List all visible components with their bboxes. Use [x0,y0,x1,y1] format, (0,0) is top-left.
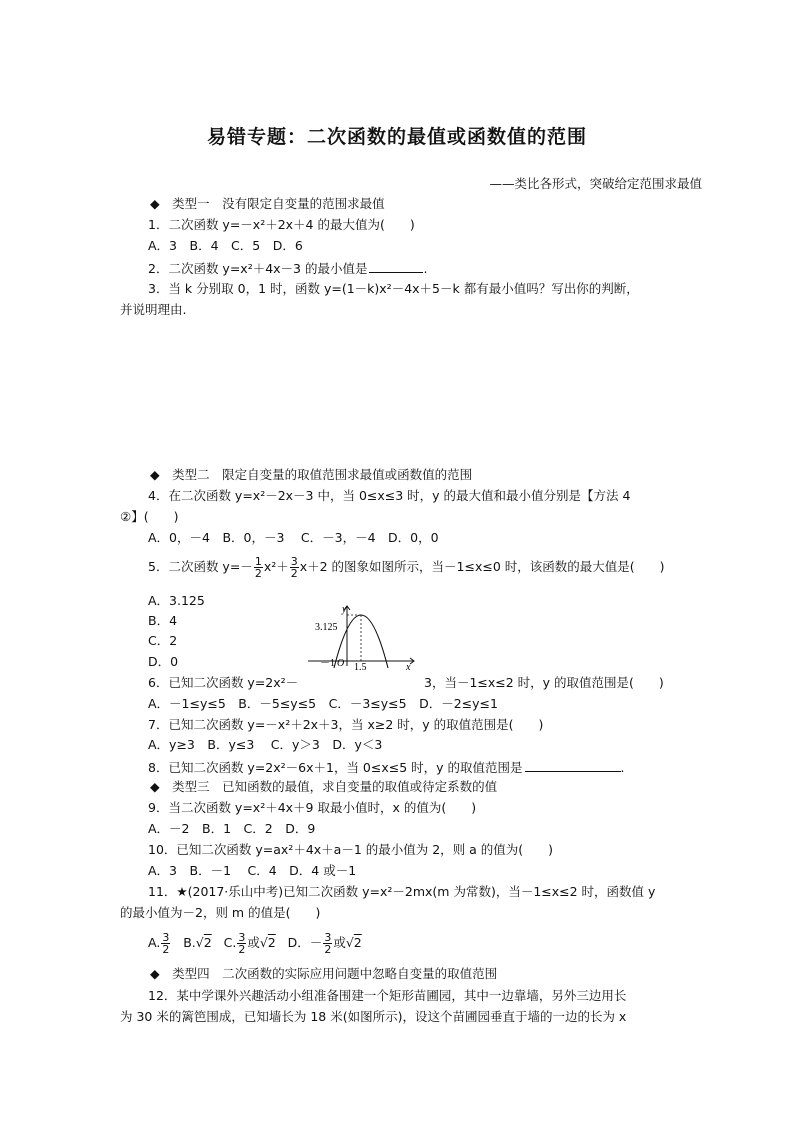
q11-d-den: 2 [324,943,332,956]
q9-options: A．－2 B．1 C．2 D．9 [148,821,316,836]
q11-b-prefix: B.√ [183,935,204,950]
q5-option-c: C．2 [148,633,178,648]
q5-option-a: A．3.125 [148,593,205,608]
graph-peak-label: 3.125 [315,622,338,633]
q4-options: A．0，－4 B．0，－3 C．－3，－4 D．0，0 [148,530,439,545]
q11-opt-b [183,935,211,950]
q6-text-b: 3，当－1≤x≤2 时，y 的取值范围是( ) [424,675,664,690]
q1-options: A．3 B．4 C．5 D．6 [148,238,303,253]
q11-a-prefix: A. [148,935,161,950]
q5-frac1-num: 1 [254,555,262,568]
q11-a-den: 2 [162,943,170,956]
q11-d-radicand: 2 [353,935,362,950]
q10-options: A．3 B．－1 C．4 D．4 或－1 [148,863,357,878]
q8-text [148,758,625,776]
q5-option-d: D．0 [148,654,179,669]
graph-vertex-x-label: 1.5 [354,662,367,672]
q7-text: 7．已知二次函数 y=－x²＋2x＋3，当 x≥2 时，y 的取值范围是( ) [148,717,544,732]
q11-d-frac [323,932,332,955]
q8-answer-blank[interactable] [525,758,621,772]
q2-text [148,259,427,277]
q11-d-num: 3 [324,931,332,944]
q5-parabola-graph [306,600,418,672]
graph-x-label: x [406,662,411,672]
type1-heading: ◆ 类型一 没有限定自变量的范围求最值 [150,196,385,211]
q5-frac2-num: 3 [290,555,298,568]
q5-frac2-den: 2 [290,567,298,580]
q5-option-b: B．4 [148,613,178,628]
q6-options: A．－1≤y≤5 B．－5≤y≤5 C．－3≤y≤5 D．－2≤y≤1 [148,696,498,711]
q11-c-den: 2 [238,943,246,956]
q4-line1: 4．在二次函数 y=x²－2x－3 中，当 0≤x≤3 时，y 的最大值和最小值分别是【方法 4 [148,488,631,503]
q11-c-mid: 或√ [247,935,268,950]
type2-heading: ◆ 类型二 限定自变量的取值范围求最值或函数值的范围 [150,467,473,482]
q2-answer-blank[interactable] [369,259,423,273]
q5-frac1-den: 2 [254,567,262,580]
q8-end: . [620,760,625,775]
q5-frac2 [290,556,299,579]
q2-end: . [423,261,428,276]
q11-opt-a [148,931,171,956]
q7-options: A．y≥3 B．y≤3 C．y＞3 D．y＜3 [148,737,383,752]
q12-line2: 为 30 米的篱笆围成，已知墙长为 18 米(如图所示)，设这个苗圃园垂直于墙的一边的长为 x [120,1009,627,1024]
graph-neg-label: －1 [320,658,335,669]
q6-text-a: 6．已知二次函数 y=2x²－ [148,675,299,690]
q12-line1: 12．某中学课外兴趣活动小组准备围建一个矩形苗圃园，其中一边靠墙，另外三边用长 [148,988,627,1003]
q8-stem: 8．已知二次函数 y=2x²－6x＋1，当 0≤x≤5 时，y 的取值范围是 [148,760,523,775]
q5-frac1 [254,556,263,579]
q5-pre: 5．二次函数 y=－ [148,559,253,574]
q5-mid: x²＋ [263,559,289,574]
q11-opt-d [287,931,362,956]
q11-a-frac [161,932,170,955]
subtitle: ——类比各形式，突破给定范围求最值 [489,176,702,191]
page-title: 易错专题：二次函数的最值或函数值的范围 [206,126,587,148]
q11-b-radicand: 2 [203,935,212,950]
q2-stem: 2．二次函数 y=x²＋4x－3 的最小值是 [148,261,368,276]
graph-origin-label: O [337,658,345,669]
type4-heading: ◆ 类型四 二次函数的实际应用问题中忽略自变量的取值范围 [150,966,498,981]
type3-heading: ◆ 类型三 已知函数的最值，求自变量的取值或待定系数的值 [150,779,498,794]
q4-line2: ②】( ) [120,509,179,524]
graph-y-label: y [342,604,347,615]
q11-line2: 的最小值为－2，则 m 的值是( ) [120,905,321,920]
q3-line1: 3．当 k 分别取 0，1 时，函数 y=(1－k)x²－4x＋5－k 都有最小值吗？写出你的判断， [148,281,639,296]
q11-c-frac [237,932,246,955]
q11-c-num: 3 [238,931,246,944]
q3-line2: 并说明理由. [120,302,187,317]
q1-text: 1．二次函数 y=－x²＋2x＋4 的最大值为( ) [148,217,415,232]
q11-c-prefix: C. [223,935,237,950]
q5-post: x＋2 的图象如图所示，当－1≤x≤0 时，该函数的最大值是( ) [299,559,665,574]
q9-text: 9．当二次函数 y=x²＋4x＋9 取最小值时，x 的值为( ) [148,800,477,815]
q11-c-radicand: 2 [267,935,276,950]
q11-options [148,930,362,956]
q11-a-num: 3 [162,931,170,944]
q10-text: 10．已知二次函数 y=ax²＋4x＋a－1 的最小值为 2，则 a 的值为( ) [148,842,554,857]
q11-line1: 11．★(2017·乐山中考)已知二次函数 y=x²－2mx(m 为常数)，当－1≤x≤2 时，函数值 y [148,884,656,899]
q11-opt-c [223,931,276,956]
q11-d-prefix: D．－ [287,935,323,950]
q5-text [148,555,665,579]
q11-d-mid: 或√ [333,935,354,950]
